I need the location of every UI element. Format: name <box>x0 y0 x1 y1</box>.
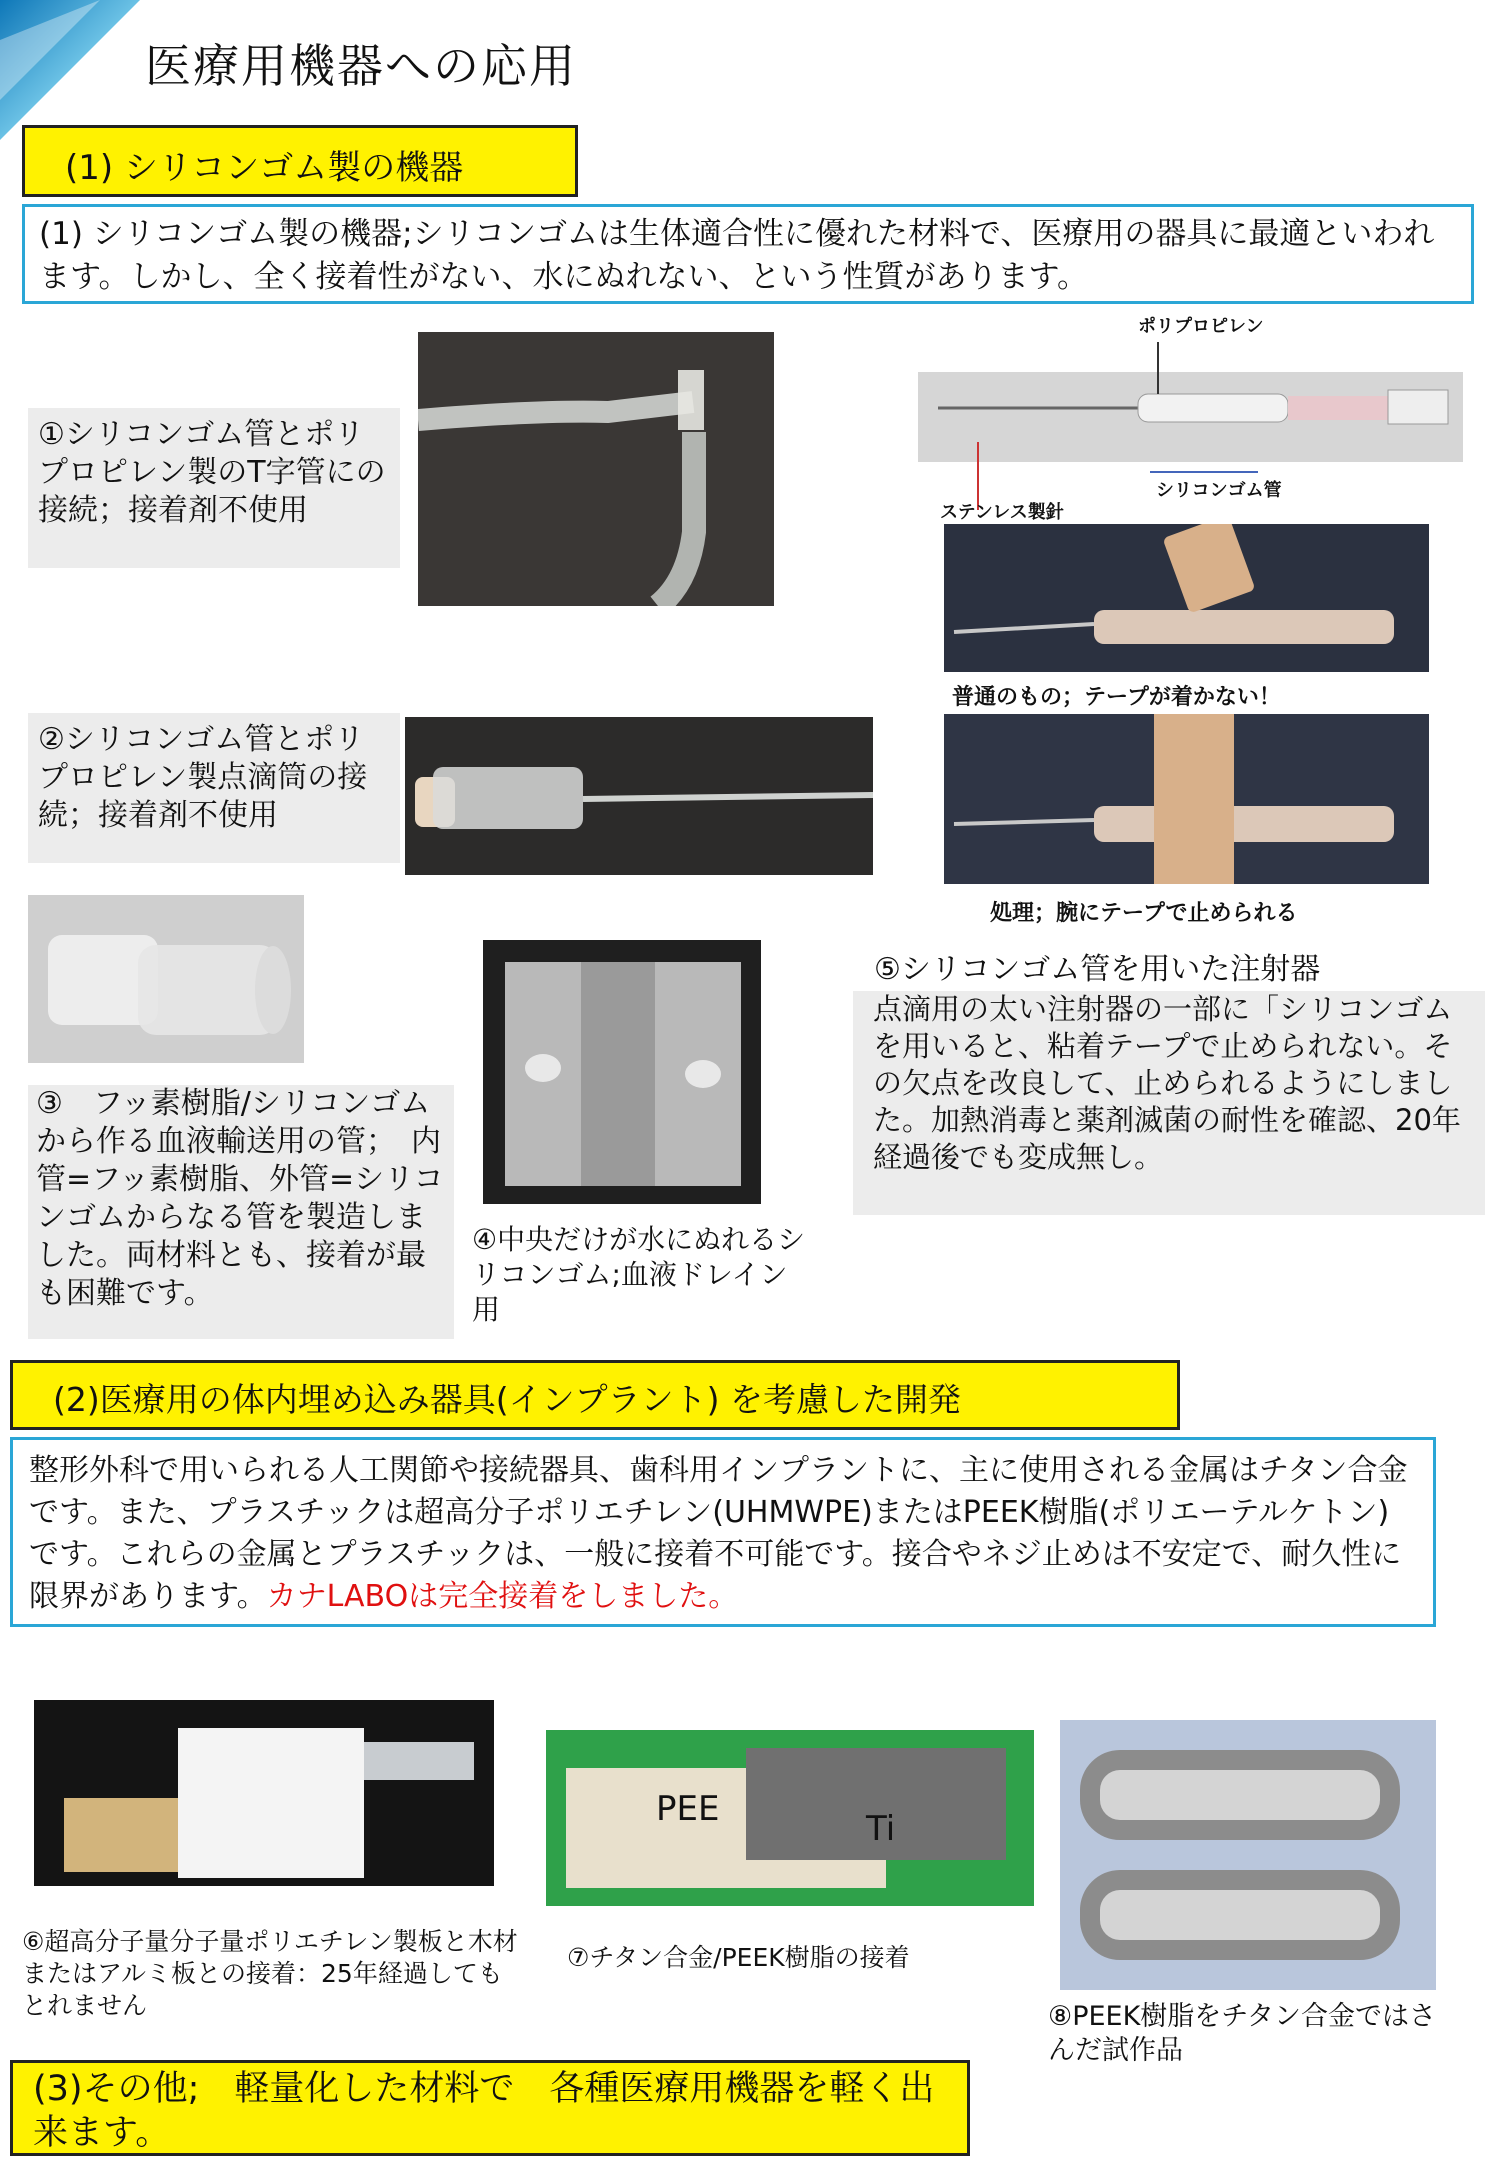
wettable-silicone-photo <box>483 940 761 1204</box>
item5-title: ⑤シリコンゴム管を用いた注射器 <box>874 952 1321 987</box>
label-silicone-tube: シリコンゴム管 <box>1156 480 1282 501</box>
corner-decoration <box>0 0 140 140</box>
section1-heading: (1) シリコンゴム製の機器 <box>22 125 578 197</box>
label-stainless-needle: ステンレス製針 <box>940 502 1064 523</box>
caption-6: ⑥超高分子量分子量ポリエチレン製板と木材またはアルミ板との接着：25年経過してもとれません <box>22 1927 518 2020</box>
peek-label: PEE <box>656 1789 720 1829</box>
label-polypropylene: ポリプロピレン <box>1138 316 1264 337</box>
section2-body-box <box>10 1437 1436 1627</box>
item1-caption: ①シリコンゴム管とポリプロピレン製のT字管にの接続；接着剤不使用 <box>28 408 400 568</box>
item4-caption: ④中央だけが水にぬれるシリコンゴム;血液ドレイン用 <box>472 1223 806 1326</box>
caption-7: ⑦チタン合金/PEEK樹脂の接着 <box>567 1943 910 1972</box>
item5-body: 点滴用の太い注射器の一部に「シリコンゴムを用いると、粘着テープで止められない。その欠点を改良して、止められるようにしました。加熱消毒と薬剤滅菌の耐性を確認、20年経過後でも変成無し。 <box>853 991 1485 1215</box>
section2-highlight: カナLABOは完全接着をしました。 <box>266 1579 739 1614</box>
item3-caption: ③ フッ素樹脂/シリコンゴムから作る血液輸送用の管； 内管=フッ素樹脂、外管=シリコンゴムからなる管を製造しました。両材料とも、接着が最も困難です。 <box>28 1085 454 1339</box>
caption-treated: 処理；腕にテープで止められる <box>990 901 1298 926</box>
section3-heading: (3)その他; 軽量化した材料で 各種医療用機器を軽く出来ます。 <box>10 2060 970 2156</box>
uhmwpe-bond-photo <box>34 1700 494 1886</box>
ti-label: Ti <box>866 1809 896 1849</box>
caption-8: ⑧PEEK樹脂をチタン合金ではさんだ試作品 <box>1048 2001 1436 2066</box>
peek-ti-prototype-photo <box>1060 1720 1436 1990</box>
section1-intro: (1) シリコンゴム製の機器;シリコンゴムは生体適合性に優れた材料で、医療用の器具に最適といわれます。しかし、全く接着性がない、水にぬれない、という性質があります。 <box>22 204 1474 304</box>
caption-normal: 普通のもの；テープが着かない！ <box>952 685 1281 710</box>
fluororesin-tube-photo <box>28 895 304 1063</box>
section2-heading: (2)医療用の体内埋め込み器具(インプラント) を考慮した開発 <box>10 1360 1180 1430</box>
item2-caption: ②シリコンゴム管とポリプロピレン製点滴筒の接続；接着剤不使用 <box>28 713 400 863</box>
t-tube-photo <box>418 332 774 606</box>
page-title: 医療用機器への応用 <box>145 39 577 93</box>
syringe-normal-photo <box>944 524 1429 672</box>
drip-chamber-photo <box>405 717 873 875</box>
ti-peek-bond-photo <box>546 1730 1034 1906</box>
section2-body: 整形外科で用いられる人工関節や接続器具、歯科用インプラントに、主に使用される金属はチタン合金です。また、プラスチックは超高分子ポリエチレン(UHMWPE)またはPEEK樹脂(ポリエーテルケトン)です。これらの金属とプラスチックは、一般に接着不可能です。接合やネジ止めは不安定で、耐久性に限界があります。 <box>29 1453 1408 1614</box>
syringe-treated-photo <box>944 714 1429 884</box>
